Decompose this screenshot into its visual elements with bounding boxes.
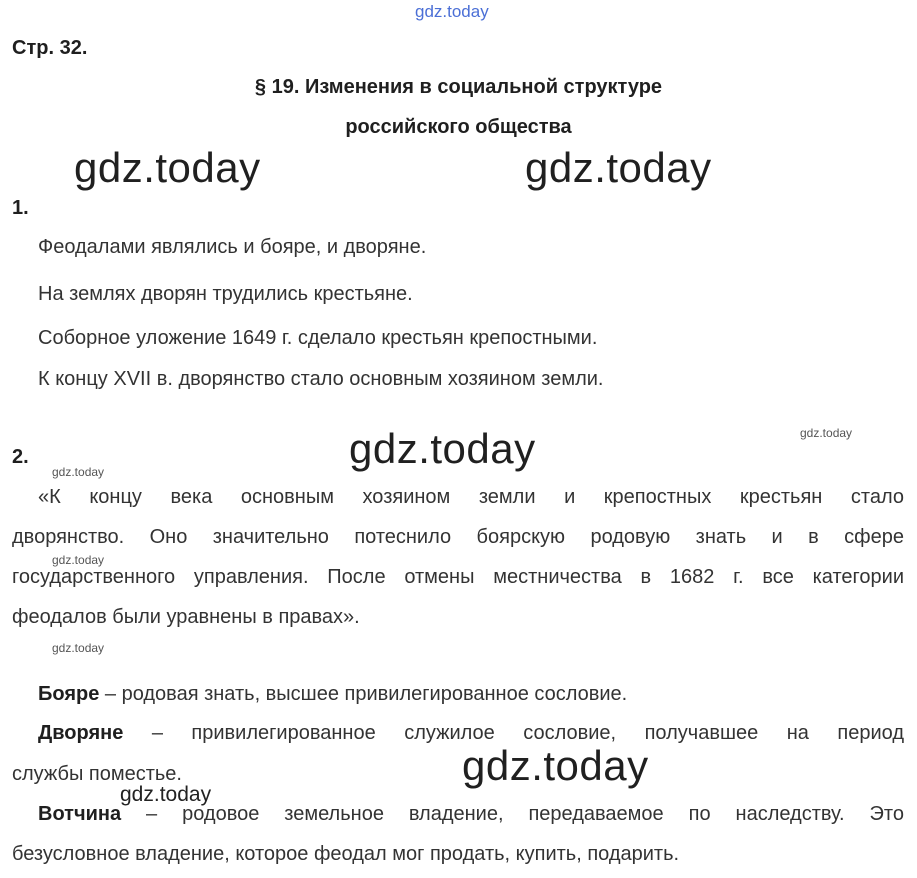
task-1-number: 1. <box>12 197 29 219</box>
definition-term: Вотчина <box>38 803 122 825</box>
paragraph-title-line-1: § 19. Изменения в социальной структуре <box>254 76 663 98</box>
definition-text: – родовое земельное владение, передаваемое по наследству. Это <box>121 803 904 825</box>
quote-line: государственного управления. После отмены местничества в 1682 г. все категории <box>12 566 904 588</box>
paragraph-title-line-2: российского общества <box>345 116 572 138</box>
task-1-line: На землях дворян трудились крестьяне. <box>38 283 413 305</box>
definition-continuation: службы поместье. <box>12 763 182 785</box>
definition-boyars <box>38 683 627 706</box>
watermark-large-2: gdz.today <box>525 144 712 191</box>
watermark-small-2: gdz.today <box>52 465 105 479</box>
watermark-large-4: gdz.today <box>462 742 649 789</box>
definition-text: – родовая знать, высшее привилегированное сословие. <box>99 683 628 705</box>
definition-votchina <box>38 803 904 826</box>
watermark-small-1: gdz.today <box>800 426 853 440</box>
task-1-line: К концу XVII в. дворянство стало основным хозяином земли. <box>38 368 604 390</box>
watermark-medium: gdz.today <box>120 783 212 806</box>
quote-line: феодалов были уравнены в правах». <box>12 606 360 628</box>
quote-line: дворянство. Оно значительно потеснило боярскую родовую знать и в сфере <box>12 526 904 548</box>
watermark-top: gdz.today <box>415 2 489 21</box>
definition-continuation: безусловное владение, которое феодал мог продать, купить, подарить. <box>12 843 680 865</box>
task-2-number: 2. <box>12 446 29 468</box>
definition-text: – привилегированное служилое сословие, получавшее на период <box>123 722 904 744</box>
task-1-line: Соборное уложение 1649 г. сделало крестьян крепостными. <box>38 327 598 349</box>
page-label: Стр. 32. <box>12 37 88 59</box>
quote-line: «К концу века основным хозяином земли и крепостных крестьян стало <box>38 486 904 508</box>
watermark-small-4: gdz.today <box>52 641 105 655</box>
definition-term: Дворяне <box>38 722 124 744</box>
watermark-large-1: gdz.today <box>74 144 261 191</box>
watermark-large-3: gdz.today <box>349 425 536 472</box>
definition-term: Бояре <box>38 683 100 705</box>
task-1-line: Феодалами являлись и бояре, и дворяне. <box>38 236 427 258</box>
watermark-small-3: gdz.today <box>52 553 105 567</box>
definition-nobles <box>38 722 904 745</box>
